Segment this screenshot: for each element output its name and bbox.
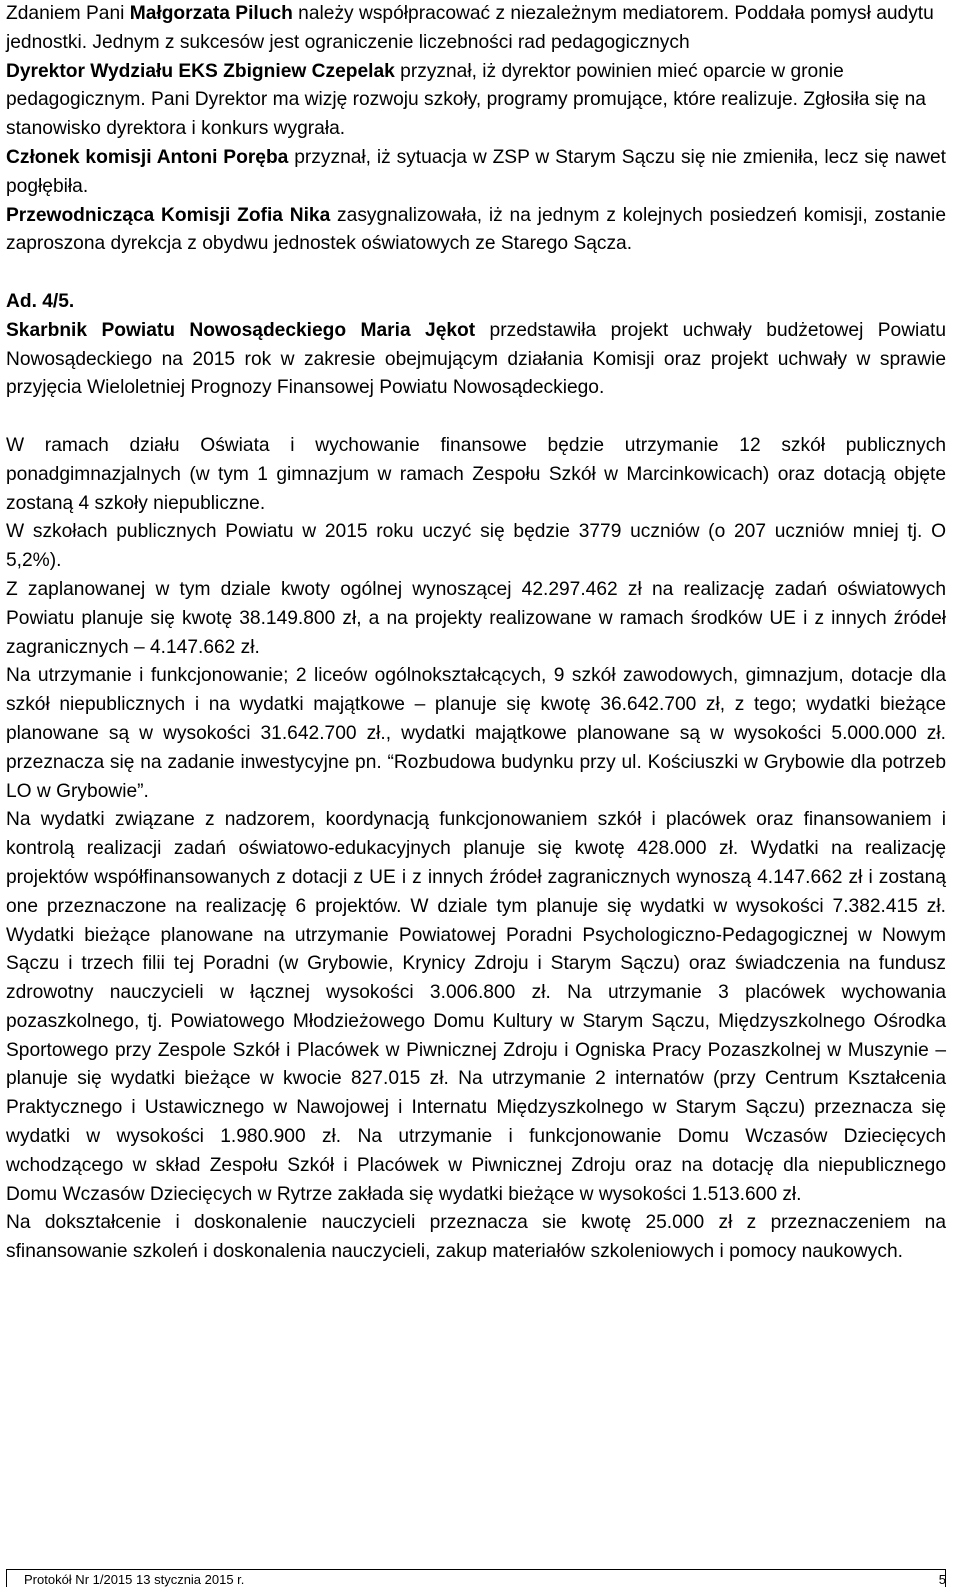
text-run: przedstawiła projekt uchwały budżetowej Powiatu Nowosądeckiego na 2015 rok w zakresie obejmującym działania Komisji oraz projekt uchwały w sprawie przyjęcia Wieloletniej Prognozy Finansowej Powiatu Nowosądeckiego. xyxy=(6,319,946,399)
text-run: przyznał, iż dyrektor powinien mieć oparcie w gronie pedagogicznym. Pani Dyrektor ma wizję rozwoju szkoły, programy promujące, które realizuje. Zgłosiła się na stanowisko dyrektora i konkurs wygrała. xyxy=(6,60,926,140)
document-page xyxy=(6,0,946,1267)
paragraph-czepelak xyxy=(6,58,946,144)
page-number: 5 xyxy=(938,1572,946,1587)
paragraph-maintenance: Na utrzymanie i funkcjonowanie; 2 liceów ogólnokształcących, 9 szkół zawodowych, gimnazjum, dotacje dla szkół niepublicznych i na wydatki majątkowe – planuje się kwotę 36.642.700 zł, z tego; wydatki bieżące planowane są w wysokości 31.642.700 zł., wydatki majątkowe planowane są w wysokości 5.000.000 zł. przeznacza się na zadanie inwestycyjne pn. “Rozbudowa budynku przy ul. Kościuszki w Grybowie dla potrzeb LO w Grybowie”. xyxy=(6,665,946,802)
paragraph-poreba xyxy=(6,144,946,202)
paragraph-schools: W ramach działu Oświata i wychowanie finansowe będzie utrzymanie 12 szkół publicznych ponadgimnazjalnych (w tym 1 gimnazjum w ramach Zespołu Szkół w Marcinkowicach) oraz dotacją objęte zostaną 4 szkoły niepubliczne. xyxy=(6,434,946,514)
agenda-heading: Ad. 4/5. xyxy=(6,290,75,312)
paragraph-supervision: Na wydatki związane z nadzorem, koordynacją funkcjonowaniem szkół i placówek oraz finansowaniem i kontrolą realizacji zadań oświatowo-edukacyjnych planuje się kwotę 428.000 zł. Wydatki na realizację projektów współfinansowanych z dotacji z UE i z innych źródeł zagranicznych wynoszą 4.147.662 zł i zostaną one przeznaczone na realizację 6 projektów. W dziale tym planuje się wydatki w wysokości 7.382.415 zł. Wydatki bieżące planowane na utrzymanie Powiatowej Poradni Psychologiczno-Pedagogicznej w Nowym Sączu i trzech filii tej Poradni (w Grybowie, Krynicy Zdroju i Starym Sączu) oraz świadczenia na fundusz zdrowotny nauczycieli w łącznej wysokości 3.006.800 zł. Na utrzymanie 3 placówek wychowania pozaszkolnego, tj. Powiatowego Młodzieżowego Domu Kultury w Starym Sączu, Międzyszkolnego Ośrodka Sportowego przy Zespole Szkół i Placówek w Piwnicznej Zdroju i Ogniska Pracy Pozaszkolnej w Muszynie – planuje się wydatki bieżące w kwocie 827.015 zł. Na utrzymanie 2 internatów (przy Centrum Kształcenia Praktycznego i Ustawicznego w Nawojowej i Internatu Międzyszkolnego w Starym Sączu) przeznacza się wydatki w wysokości 1.980.900 zł. Na utrzymanie i funkcjonowanie Domu Wczasów Dziecięcych wchodzącego w skład Zespołu Szkół i Placówek w Piwnicznej Zdroju oraz na dotację dla niepublicznego Domu Wczasów Dziecięcych w Rytrze zakłada się wydatki bieżące w wysokości 1.513.600 zł. xyxy=(6,809,946,1205)
speaker-name: Dyrektor Wydziału EKS Zbigniew Czepelak xyxy=(6,60,395,82)
spacer xyxy=(6,259,946,288)
paragraph-training: Na dokształcenie i doskonalenie nauczycieli przeznacza sie kwotę 25.000 zł z przeznaczeniem na sfinansowanie szkoleń i doskonalenia nauczycieli, zakup materiałów szkoleniowych i pomocy naukowych. xyxy=(6,1212,946,1263)
speaker-name: Małgorzata Piluch xyxy=(129,3,293,24)
speaker-name: Przewodnicząca Komisji Zofia Nika xyxy=(6,204,331,226)
agenda-section xyxy=(6,288,946,1267)
paragraph-students: W szkołach publicznych Powiatu w 2015 roku uczyć się będzie 3779 uczniów (o 207 uczniów mniej tj. O 5,2%). xyxy=(6,521,946,572)
footer-protocol-label: Protokół Nr 1/2015 13 stycznia 2015 r. xyxy=(24,1572,245,1587)
text-run: Zdaniem Pani xyxy=(6,3,130,24)
paragraph-jekot xyxy=(6,317,946,403)
text-run: przyznał, iż sytuacja w ZSP w Starym Sączu się nie zmieniła, lecz się nawet pogłębiła. xyxy=(6,146,946,197)
page-footer xyxy=(6,1569,946,1588)
paragraph-planned-amount: Z zaplanowanej w tym dziale kwoty ogólnej wynoszącej 42.297.462 zł na realizację zadań oświatowych Powiatu planuje się kwotę 38.149.800 zł, a na projekty realizowane w ramach środków UE i z innych źródeł zagranicznych – 4.147.662 zł. xyxy=(6,578,946,658)
speaker-name: Skarbnik Powiatu Nowosądeckiego Maria Jękot xyxy=(6,319,476,341)
paragraph-nika xyxy=(6,202,946,260)
top-section xyxy=(6,0,946,259)
paragraph-piluch xyxy=(6,0,946,58)
speaker-name: Członek komisji Antoni Poręba xyxy=(6,146,289,168)
text-run: należy współpracować z niezależnym mediatorem. Poddała pomysł audytu jednostki. Jednym z sukcesów jest ograniczenie liczebności rad pedagogicznych xyxy=(6,3,934,53)
spacer xyxy=(6,403,946,432)
text-run: zasygnalizowała, iż na jednym z kolejnych posiedzeń komisji, zostanie zaproszona dyrekcja z obydwu jednostek oświatowych ze Starego Sącza. xyxy=(6,204,946,255)
